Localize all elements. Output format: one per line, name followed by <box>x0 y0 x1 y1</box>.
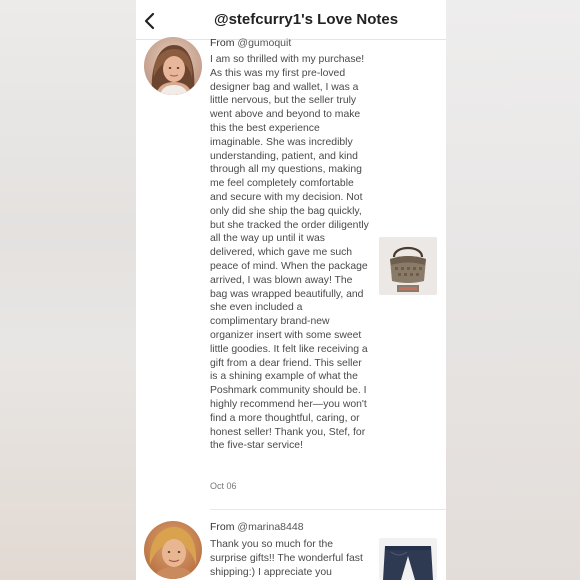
avatar[interactable] <box>144 37 202 95</box>
from-prefix: From <box>210 37 235 49</box>
note-divider <box>210 509 446 510</box>
note-date: Oct 06 <box>210 481 237 491</box>
sender-handle[interactable]: @marina8448 <box>237 521 304 533</box>
note-body: Thank you so much for the surprise gifts!! The wonderful fast shipping:) I appreciate you <box>210 539 363 578</box>
background-blur-left <box>0 0 136 580</box>
handbag-photo[interactable] <box>379 237 437 295</box>
chevron-left-icon[interactable] <box>142 11 158 31</box>
from-prefix: From <box>210 521 235 533</box>
avatar[interactable] <box>144 521 202 579</box>
header-bar <box>136 0 446 40</box>
love-notes-screen <box>136 0 446 580</box>
sender-handle[interactable]: @gumoquit <box>237 37 292 49</box>
note-body: I am so thrilled with my purchase! As this was my first pre-loved designer bag and wallet, I was a little nervous, but the seller truly went above and beyond to make this the best experience imaginable. She was incredibly understanding, patient, and kind through all my questions, making me feel completely comfortable and secure with my decision. Not only did she ship the bag quickly, but she tracked the order diligently all the way up until it was delivered, which gave me such peace of mind. When the package arrived, I was blown away! The bag was wrapped beautifully, and she even included a complimentary brand-new organizer insert with some sweet little goodies. It felt like receiving a gift from a dear friend. This seller is a shining example of what the Poshmark community should be. I highly recommend her—you won't find a more thoughtful, caring, or honest seller! Thank you, Stef, for the five-star service! <box>210 54 369 452</box>
note-from <box>210 37 291 49</box>
jeans-photo[interactable] <box>379 538 437 580</box>
background-blur-right <box>446 0 580 580</box>
page-title: @stefcurry1's Love Notes <box>213 11 399 28</box>
note-from <box>210 521 304 533</box>
